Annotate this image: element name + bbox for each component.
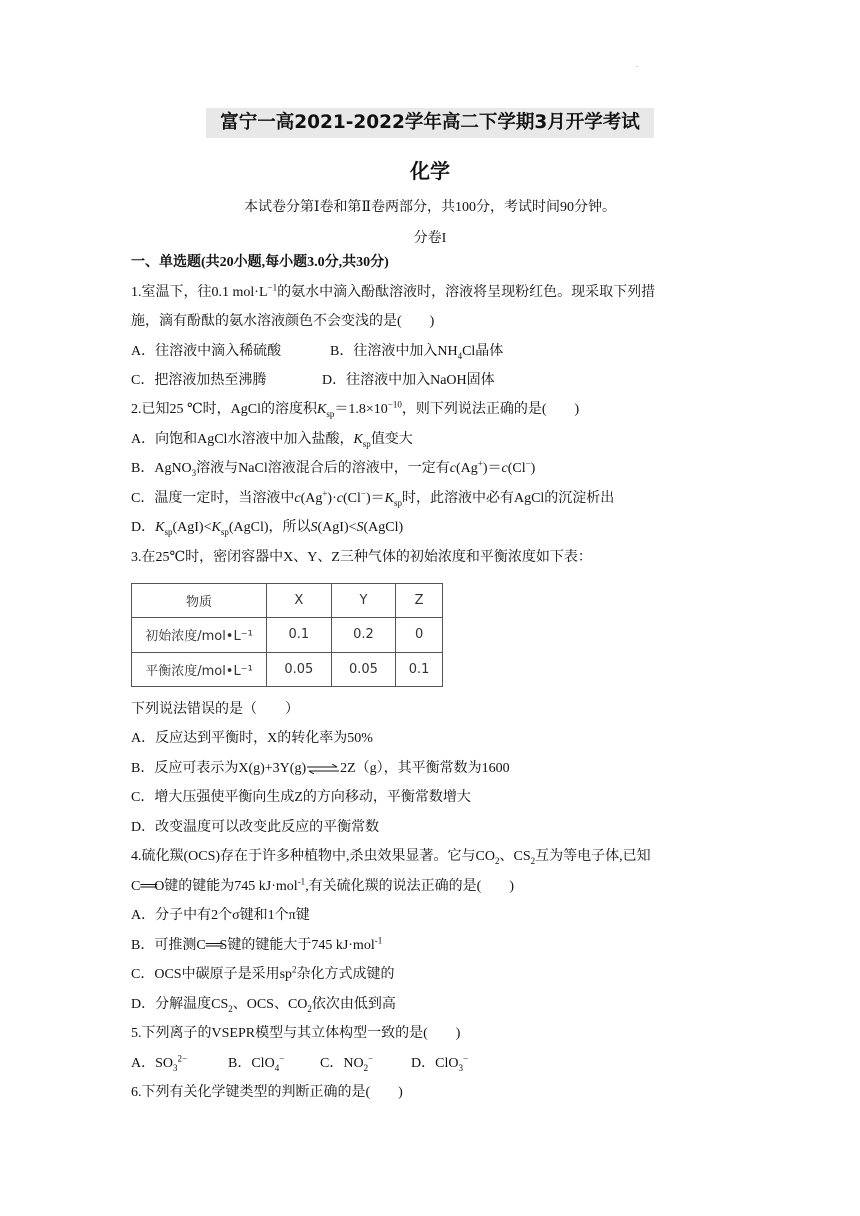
q1-option-b: B．往溶液中加入$NH_4Cl$晶体 (330, 344, 504, 361)
q4-option-c: C．OCS中碳原子是采用$sp^2$杂化方式成键的 (131, 964, 395, 982)
table-cell: Z (396, 584, 443, 618)
q5-option-c: C．$NO_2^-$ (320, 1053, 374, 1073)
table-header-row (132, 584, 443, 618)
q3-option-b: B．反应可表示为X(g)+3Y(g) 2Z（g），其平衡常数为1600 (131, 761, 510, 776)
table-cell: Y (331, 584, 396, 618)
table-cell: 0.05 (331, 652, 396, 686)
q3-option-a: A．反应达到平衡时，X的转化率为50% (131, 731, 373, 746)
q4-option-d: D．分解温度$CS_2$、OCS、$CO_2$依次由低到高 (131, 997, 396, 1014)
q4-stem-line2: C══O键的键能为745 kJ·mol$^{-1}$,有关硫化羰的说法正确的是( ) (131, 876, 515, 894)
q1-option-d: D．往溶液中加入NaOH固体 (322, 373, 495, 388)
q1-stem-line1: 1.室温下，往0.1 $mol\cdot L^{-1}$的氨水中滴入酚酞溶液时，溶液将呈现粉红色。现采取下列措 (131, 282, 656, 300)
table-cell: 平衡浓度/mol•L⁻¹ (132, 652, 267, 686)
q3-stem: 3.在25℃时，密闭容器中X、Y、Z三种气体的初始浓度和平衡浓度如下表： (131, 550, 592, 565)
table-cell: 初始浓度/mol•L⁻¹ (132, 618, 267, 652)
table-cell: X (267, 584, 332, 618)
table-cell: 0.2 (331, 618, 396, 652)
q1-option-a: A．往溶液中滴入稀硫酸 (131, 344, 282, 359)
q2-option-c: C．温度一定时，当溶液中$c(Ag^+)\cdot c(Cl^-)=K_{sp}$时，此溶液中必有AgCl的沉淀析出 (131, 488, 615, 508)
table-row (132, 618, 443, 652)
table-cell: 0.1 (267, 618, 332, 652)
q4-stem-line1: 4.硫化羰(OCS)存在于许多种植物中,杀虫效果显著。它与$CO_2$、$CS_2$互为等电子体,已知 (131, 849, 651, 866)
section-heading: 一、单选题(共20小题,每小题3.0分,共30分) (131, 255, 389, 270)
q3-option-d: D．改变温度可以改变此反应的平衡常数 (131, 820, 380, 835)
q4-option-b: B．可推测C══S键的键能大于745 kJ·mol$^{-1}$ (131, 935, 383, 953)
table-cell: 0 (396, 618, 443, 652)
concentration-table (131, 583, 443, 687)
q3-option-c: C．增大压强使平衡向生成Z的方向移动，平衡常数增大 (131, 790, 471, 805)
q5-option-b: B．ClO$_4$− (228, 1053, 285, 1073)
q4-option-a: A．分子中有2个σ键和1个π键 (131, 908, 310, 923)
q5-option-a: A．$SO_3^{2-}$ (131, 1053, 188, 1073)
double-bond-icon: ══ (140, 879, 155, 894)
exam-title: 富宁一高2021-2022学年高二下学期3月开学考试 (206, 108, 654, 138)
q1-stem-line2: 施，滴有酚酞的氨水溶液颜色不会变浅的是( ) (131, 314, 435, 329)
table-row (132, 652, 443, 686)
q5-stem: 5.下列离子的VSEPR模型与其立体构型一致的是( ) (131, 1026, 461, 1041)
q2-option-d: D．$K_{sp}(AgI)<K_{sp}(AgCl)$，所以S(AgI)<S(AgCl) (131, 520, 404, 537)
q5-option-d: D．ClO$_3$− (411, 1053, 469, 1073)
q2-option-a: A．向饱和AgCl水溶液中加入盐酸，$K_{sp}$值变大 (131, 432, 413, 449)
table-cell: 物质 (132, 584, 267, 618)
q2-stem: 2.已知25 ℃时，AgCl的溶度积$K_{sp}=1.8\times 10^{-10}$，则下列说法正确的是( ) (131, 399, 580, 419)
subject-title: 化学 (410, 159, 450, 183)
table-cell: 0.05 (267, 652, 332, 686)
q2-option-b: B．AgNO$_3$溶液与NaCl溶液混合后的溶液中，一定有c(Ag+)＝c(Cl−) (131, 458, 536, 478)
q1-option-c: C．把溶液加热至沸腾 (131, 373, 267, 388)
q6-stem: 6.下列有关化学键类型的判断正确的是( ) (131, 1085, 403, 1100)
double-bond-icon: ══ (205, 938, 220, 953)
part-label: 分卷I (413, 231, 447, 246)
table-cell: 0.1 (396, 652, 443, 686)
equilibrium-arrow-icon (306, 764, 340, 774)
q3-ask: 下列说法错误的是（ ） (131, 702, 299, 717)
exam-intro: 本试卷分第Ⅰ卷和第Ⅱ卷两部分，共100分，考试时间90分钟。 (243, 200, 617, 215)
page-dot: . (636, 60, 638, 69)
